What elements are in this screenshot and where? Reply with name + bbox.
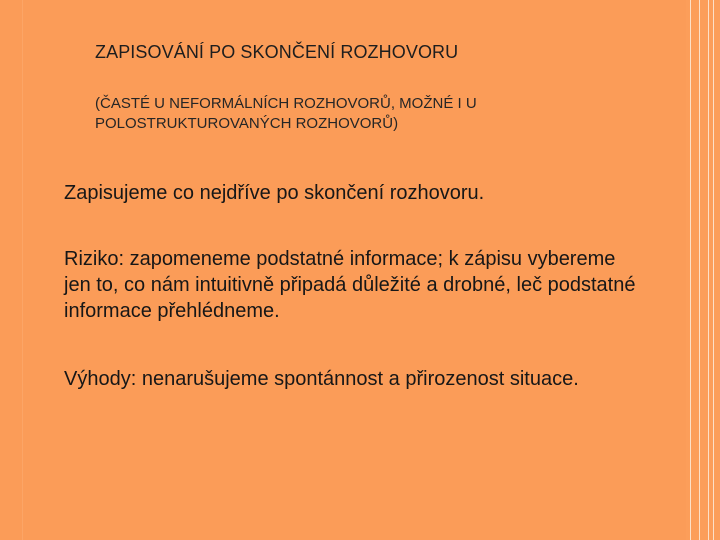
body-paragraph: Zapisujeme co nejdříve po skončení rozhovoru. [64,182,485,204]
right-decorative-border [686,0,720,540]
border-line [713,0,714,540]
body-paragraph: Riziko: zapomeneme podstatné informace; k zápisu vybereme jen to, co nám intuitivně připadá důležité a drobné, leč podstatné informace přehlédneme. [64,248,636,322]
slide-subtitle: (ČASTÉ U NEFORMÁLNÍCH ROZHOVORŮ, MOŽNÉ I U POLOSTRUKTUROVANÝCH ROZHOVORŮ) [95,95,477,132]
slide-body [64,180,644,392]
border-line [699,0,700,540]
border-line [708,0,709,540]
slide-title: ZAPISOVÁNÍ PO SKONČENÍ ROZHOVORU [95,42,459,62]
border-line [690,0,691,540]
body-paragraph: Výhody: nenarušujeme spontánnost a přirozenost situace. [64,368,579,390]
left-decorative-line [22,0,23,540]
